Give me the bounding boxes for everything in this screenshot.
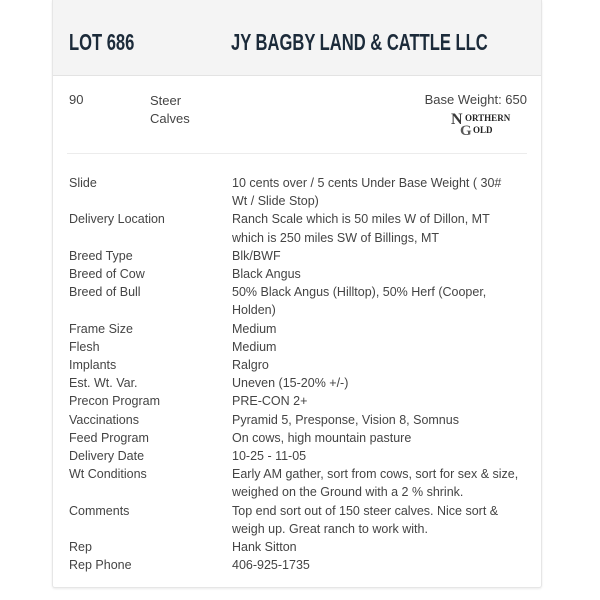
detail-label: Feed Program — [69, 430, 149, 445]
detail-label: Implants — [69, 358, 117, 373]
detail-label: Frame Size — [69, 321, 133, 336]
detail-row-feed-program — [69, 429, 529, 447]
detail-row-delivery-location — [69, 210, 529, 246]
detail-row-wt-conditions — [69, 465, 529, 501]
lot-card — [52, 0, 542, 588]
detail-label: Delivery Date — [69, 449, 145, 464]
lot-header — [53, 0, 541, 76]
detail-label: Vaccinations — [69, 412, 139, 427]
detail-value: Pyramid 5, Presponse, Vision 8, Somnus — [232, 412, 459, 427]
logo-n-initial: N — [451, 111, 463, 128]
detail-row-est-wt-var — [69, 374, 529, 392]
detail-row-slide — [69, 174, 529, 210]
detail-value: 50% Black Angus (Hilltop), 50% Herf (Cooper, Holden) — [232, 285, 487, 318]
detail-value: 10-25 - 11-05 — [232, 449, 307, 464]
detail-label: Flesh — [69, 339, 100, 354]
divider — [67, 153, 527, 154]
detail-label: Est. Wt. Var. — [69, 376, 138, 391]
detail-value: Ralgro — [232, 358, 269, 373]
logo-g-initial: G — [460, 123, 472, 136]
detail-value: Ranch Scale which is 50 miles W of Dillon, MT which is 250 miles SW of Billings, MT — [232, 212, 490, 245]
head-count: 90 — [69, 92, 84, 107]
detail-value: 10 cents over / 5 cents Under Base Weight ( 30# Wt / Slide Stop) — [232, 176, 502, 209]
detail-label: Precon Program — [69, 394, 161, 409]
detail-value: Early AM gather, sort from cows, sort for sex & size, weighed on the Ground with a 2 % shrink. — [232, 467, 519, 500]
detail-value: Top end sort out of 150 steer calves. Nice sort & weigh up. Great ranch to work with. — [232, 503, 499, 536]
detail-label: Breed of Cow — [69, 267, 145, 282]
detail-row-delivery-date — [69, 447, 529, 465]
detail-value: 406-925-1735 — [232, 558, 310, 573]
detail-row-rep-phone — [69, 556, 529, 574]
detail-value: Black Angus — [232, 267, 301, 282]
detail-label: Delivery Location — [69, 212, 165, 227]
detail-label: Comments — [69, 503, 130, 518]
logo-northern-text: ORTHERN — [465, 113, 511, 123]
lot-summary — [53, 76, 541, 154]
detail-row-implants — [69, 356, 529, 374]
detail-row-breed-of-cow — [69, 265, 529, 283]
detail-value: Hank Sitton — [232, 540, 297, 555]
cattle-description: Steer Calves — [150, 93, 190, 126]
detail-value: Medium — [232, 339, 277, 354]
lot-number: LOT 686 — [69, 29, 135, 55]
seller-name: JY BAGBY LAND & CATTLE LLC — [231, 29, 488, 55]
detail-row-rep — [69, 538, 529, 556]
detail-label: Wt Conditions — [69, 467, 147, 482]
detail-value: On cows, high mountain pasture — [232, 430, 412, 445]
detail-value: Uneven (15-20% +/-) — [232, 376, 349, 391]
detail-label: Breed Type — [69, 248, 133, 263]
detail-row-comments — [69, 502, 529, 538]
base-weight: Base Weight: 650 — [424, 92, 527, 107]
detail-value: Blk/BWF — [232, 248, 281, 263]
detail-label: Rep — [69, 540, 92, 555]
detail-row-frame-size — [69, 320, 529, 338]
detail-label: Rep Phone — [69, 558, 132, 573]
detail-row-breed-type — [69, 247, 529, 265]
detail-label: Breed of Bull — [69, 285, 141, 300]
logo-gold-text: OLD — [473, 125, 493, 135]
detail-label: Slide — [69, 176, 97, 190]
detail-row-precon-program — [69, 392, 529, 410]
detail-row-breed-of-bull — [69, 283, 529, 319]
detail-row-flesh — [69, 338, 529, 356]
northern-gold-logo — [451, 110, 527, 136]
lot-details — [69, 174, 529, 574]
detail-row-vaccinations — [69, 411, 529, 429]
detail-value: Medium — [232, 321, 277, 336]
detail-value: PRE-CON 2+ — [232, 394, 308, 409]
